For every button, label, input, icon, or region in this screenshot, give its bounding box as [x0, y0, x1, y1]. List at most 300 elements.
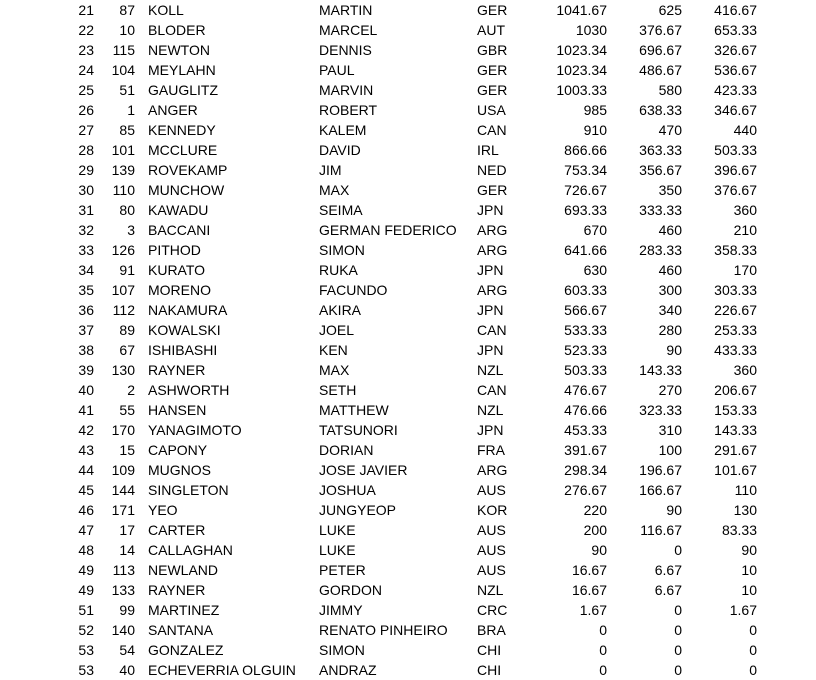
nation-cell: AUS	[477, 522, 506, 538]
bib-cell: 112	[112, 302, 135, 318]
table-row	[0, 660, 816, 680]
first-name-cell: JUNGYEOP	[319, 502, 397, 518]
table-row	[0, 280, 816, 300]
last-name-cell: MARTINEZ	[148, 602, 220, 618]
nation-cell: NZL	[477, 362, 504, 378]
rank-cell: 32	[78, 222, 94, 238]
bib-cell: 54	[119, 642, 135, 658]
last-name-cell: GONZALEZ	[148, 642, 224, 658]
run2-score-cell: 226.67	[714, 302, 757, 318]
bib-cell: 170	[111, 422, 135, 438]
table-row	[0, 140, 816, 160]
last-name-cell: KENNEDY	[148, 122, 216, 138]
first-name-cell: RENATO PINHEIRO	[319, 622, 448, 638]
table-row	[0, 220, 816, 240]
run1-score-cell: 6.67	[654, 582, 682, 598]
rank-cell: 36	[78, 302, 94, 318]
total-score-cell: 298.34	[564, 462, 607, 478]
total-score-cell: 753.34	[564, 162, 607, 178]
nation-cell: NED	[477, 162, 507, 178]
run2-score-cell: 170	[733, 262, 757, 278]
rank-cell: 45	[78, 482, 94, 498]
bib-cell: 15	[119, 442, 135, 458]
last-name-cell: MORENO	[148, 282, 211, 298]
last-name-cell: CARTER	[148, 522, 206, 538]
last-name-cell: NEWTON	[148, 42, 210, 58]
nation-cell: AUS	[477, 562, 506, 578]
table-row	[0, 80, 816, 100]
run2-score-cell: 90	[741, 542, 757, 558]
rank-cell: 52	[78, 622, 94, 638]
rank-cell: 25	[78, 82, 94, 98]
bib-cell: 80	[119, 202, 135, 218]
bib-cell: 139	[111, 162, 135, 178]
nation-cell: GER	[477, 82, 508, 98]
first-name-cell: RUKA	[319, 262, 358, 278]
run2-score-cell: 303.33	[714, 282, 757, 298]
nation-cell: GER	[477, 62, 508, 78]
run2-score-cell: 360	[733, 362, 757, 378]
run2-score-cell: 0	[749, 622, 757, 638]
nation-cell: BRA	[477, 622, 506, 638]
last-name-cell: KURATO	[148, 262, 206, 278]
table-row	[0, 120, 816, 140]
table-row	[0, 480, 816, 500]
total-score-cell: 693.33	[564, 202, 607, 218]
total-score-cell: 0	[599, 662, 607, 678]
total-score-cell: 1003.33	[556, 82, 607, 98]
rank-cell: 37	[78, 322, 94, 338]
last-name-cell: BLODER	[148, 22, 206, 38]
last-name-cell: KOWALSKI	[148, 322, 221, 338]
run1-score-cell: 166.67	[639, 482, 682, 498]
rank-cell: 38	[78, 342, 94, 358]
run2-score-cell: 416.67	[714, 2, 757, 18]
run2-score-cell: 396.67	[714, 162, 757, 178]
run2-score-cell: 433.33	[714, 342, 757, 358]
total-score-cell: 566.67	[564, 302, 607, 318]
total-score-cell: 866.66	[564, 142, 607, 158]
run2-score-cell: 210	[733, 222, 757, 238]
first-name-cell: ROBERT	[319, 102, 378, 118]
bib-cell: 14	[119, 542, 135, 558]
run1-score-cell: 143.33	[639, 362, 682, 378]
first-name-cell: PAUL	[319, 62, 355, 78]
run2-score-cell: 360	[733, 202, 757, 218]
last-name-cell: MEYLAHN	[148, 62, 216, 78]
first-name-cell: TATSUNORI	[319, 422, 398, 438]
first-name-cell: MATTHEW	[319, 402, 389, 418]
first-name-cell: GORDON	[319, 582, 382, 598]
total-score-cell: 603.33	[564, 282, 607, 298]
nation-cell: GBR	[477, 42, 508, 58]
first-name-cell: DAVID	[319, 142, 361, 158]
rank-cell: 40	[78, 382, 94, 398]
last-name-cell: PITHOD	[148, 242, 201, 258]
table-row	[0, 160, 816, 180]
first-name-cell: DENNIS	[319, 42, 372, 58]
run1-score-cell: 470	[658, 122, 682, 138]
first-name-cell: FACUNDO	[319, 282, 388, 298]
table-row	[0, 420, 816, 440]
last-name-cell: ROVEKAMP	[148, 162, 228, 178]
run2-score-cell: 326.67	[714, 42, 757, 58]
last-name-cell: NAKAMURA	[148, 302, 228, 318]
rank-cell: 47	[78, 522, 94, 538]
first-name-cell: KALEM	[319, 122, 367, 138]
run1-score-cell: 376.67	[639, 22, 682, 38]
first-name-cell: JOEL	[319, 322, 355, 338]
table-row	[0, 180, 816, 200]
first-name-cell: JIMMY	[319, 602, 363, 618]
run1-score-cell: 283.33	[639, 242, 682, 258]
last-name-cell: YANAGIMOTO	[148, 422, 242, 438]
nation-cell: AUT	[477, 22, 505, 38]
nation-cell: CAN	[477, 322, 507, 338]
total-score-cell: 641.66	[564, 242, 607, 258]
bib-cell: 10	[119, 22, 135, 38]
run1-score-cell: 638.33	[639, 102, 682, 118]
nation-cell: ARG	[477, 222, 508, 238]
bib-cell: 67	[119, 342, 135, 358]
bib-cell: 107	[111, 282, 135, 298]
nation-cell: ARG	[477, 462, 508, 478]
rank-cell: 42	[78, 422, 94, 438]
run1-score-cell: 350	[658, 182, 682, 198]
first-name-cell: JOSE JAVIER	[319, 462, 408, 478]
bib-cell: 89	[119, 322, 135, 338]
bib-cell: 91	[119, 262, 135, 278]
rank-cell: 24	[78, 62, 94, 78]
total-score-cell: 476.66	[564, 402, 607, 418]
first-name-cell: SEIMA	[319, 202, 363, 218]
nation-cell: IRL	[477, 142, 499, 158]
first-name-cell: MAX	[319, 182, 350, 198]
table-row	[0, 100, 816, 120]
run2-score-cell: 153.33	[714, 402, 757, 418]
run1-score-cell: 0	[674, 622, 682, 638]
table-row	[0, 260, 816, 280]
run2-score-cell: 101.67	[714, 462, 757, 478]
run2-score-cell: 440	[733, 122, 757, 138]
table-row	[0, 440, 816, 460]
rank-cell: 48	[78, 542, 94, 558]
run1-score-cell: 90	[666, 342, 682, 358]
nation-cell: JPN	[477, 302, 504, 318]
first-name-cell: GERMAN FEDERICO	[319, 222, 457, 238]
total-score-cell: 630	[583, 262, 607, 278]
total-score-cell: 200	[583, 522, 607, 538]
total-score-cell: 220	[583, 502, 607, 518]
bib-cell: 115	[112, 42, 135, 58]
total-score-cell: 533.33	[564, 322, 607, 338]
run1-score-cell: 486.67	[639, 62, 682, 78]
rank-cell: 44	[78, 462, 94, 478]
first-name-cell: MARCEL	[319, 22, 378, 38]
nation-cell: GER	[477, 2, 508, 18]
run1-score-cell: 310	[658, 422, 682, 438]
run1-score-cell: 0	[674, 542, 682, 558]
last-name-cell: ISHIBASHI	[148, 342, 218, 358]
table-row	[0, 400, 816, 420]
total-score-cell: 16.67	[571, 562, 607, 578]
bib-cell: 109	[111, 462, 135, 478]
nation-cell: CAN	[477, 122, 507, 138]
run1-score-cell: 0	[674, 602, 682, 618]
run1-score-cell: 625	[658, 2, 682, 18]
table-row	[0, 40, 816, 60]
table-row	[0, 600, 816, 620]
nation-cell: KOR	[477, 502, 508, 518]
run2-score-cell: 110	[734, 482, 757, 498]
nation-cell: CHI	[477, 662, 502, 678]
bib-cell: 144	[111, 482, 135, 498]
run1-score-cell: 270	[658, 382, 682, 398]
table-row	[0, 580, 816, 600]
total-score-cell: 523.33	[564, 342, 607, 358]
run2-score-cell: 143.33	[714, 422, 757, 438]
first-name-cell: DORIAN	[319, 442, 374, 458]
first-name-cell: JIM	[319, 162, 342, 178]
nation-cell: NZL	[477, 402, 504, 418]
table-row	[0, 240, 816, 260]
bib-cell: 104	[111, 62, 135, 78]
run2-score-cell: 1.67	[729, 602, 757, 618]
last-name-cell: GAUGLITZ	[148, 82, 219, 98]
rank-cell: 34	[78, 262, 94, 278]
last-name-cell: KOLL	[148, 2, 184, 18]
last-name-cell: ASHWORTH	[148, 382, 230, 398]
rank-cell: 35	[78, 282, 94, 298]
rank-cell: 33	[78, 242, 94, 258]
run1-score-cell: 0	[674, 662, 682, 678]
bib-cell: 113	[112, 562, 135, 578]
total-score-cell: 670	[583, 222, 607, 238]
run1-score-cell: 116.67	[640, 522, 682, 538]
total-score-cell: 910	[583, 122, 607, 138]
bib-cell: 85	[119, 122, 135, 138]
first-name-cell: MARVIN	[319, 82, 374, 98]
table-row	[0, 20, 816, 40]
rank-cell: 49	[78, 582, 94, 598]
last-name-cell: ANGER	[148, 102, 198, 118]
first-name-cell: ANDRAZ	[319, 662, 377, 678]
run1-score-cell: 340	[658, 302, 682, 318]
bib-cell: 2	[127, 382, 135, 398]
last-name-cell: BACCANI	[148, 222, 211, 238]
run1-score-cell: 580	[658, 82, 682, 98]
bib-cell: 3	[127, 222, 135, 238]
run1-score-cell: 300	[658, 282, 682, 298]
rank-cell: 23	[78, 42, 94, 58]
first-name-cell: SIMON	[319, 642, 365, 658]
first-name-cell: SIMON	[319, 242, 365, 258]
last-name-cell: CALLAGHAN	[148, 542, 233, 558]
total-score-cell: 0	[599, 622, 607, 638]
rank-cell: 28	[78, 142, 94, 158]
rank-cell: 46	[78, 502, 94, 518]
table-row	[0, 200, 816, 220]
run2-score-cell: 291.67	[714, 442, 757, 458]
run2-score-cell: 83.33	[721, 522, 757, 538]
first-name-cell: LUKE	[319, 542, 356, 558]
bib-cell: 99	[119, 602, 135, 618]
bib-cell: 171	[111, 502, 135, 518]
total-score-cell: 476.67	[564, 382, 607, 398]
rank-cell: 39	[78, 362, 94, 378]
total-score-cell: 276.67	[564, 482, 607, 498]
rank-cell: 26	[78, 102, 94, 118]
bib-cell: 110	[112, 182, 135, 198]
total-score-cell: 1023.34	[556, 42, 607, 58]
last-name-cell: RAYNER	[148, 582, 206, 598]
run2-score-cell: 653.33	[714, 22, 757, 38]
run1-score-cell: 323.33	[639, 402, 682, 418]
table-row	[0, 0, 816, 20]
rank-cell: 53	[78, 642, 94, 658]
bib-cell: 51	[119, 82, 135, 98]
run2-score-cell: 503.33	[714, 142, 757, 158]
table-row	[0, 540, 816, 560]
table-row	[0, 380, 816, 400]
total-score-cell: 391.67	[564, 442, 607, 458]
run2-score-cell: 10	[741, 562, 757, 578]
run2-score-cell: 423.33	[714, 82, 757, 98]
run1-score-cell: 460	[658, 262, 682, 278]
run2-score-cell: 358.33	[714, 242, 757, 258]
run1-score-cell: 0	[674, 642, 682, 658]
nation-cell: CHI	[477, 642, 502, 658]
table-row	[0, 340, 816, 360]
nation-cell: ARG	[477, 242, 508, 258]
nation-cell: USA	[477, 102, 506, 118]
bib-cell: 87	[119, 2, 135, 18]
first-name-cell: AKIRA	[319, 302, 362, 318]
nation-cell: JPN	[477, 262, 504, 278]
rank-cell: 53	[78, 662, 94, 678]
nation-cell: CAN	[477, 382, 507, 398]
rank-cell: 22	[78, 22, 94, 38]
nation-cell: AUS	[477, 482, 506, 498]
total-score-cell: 1023.34	[556, 62, 607, 78]
run1-score-cell: 280	[658, 322, 682, 338]
last-name-cell: YEO	[148, 502, 178, 518]
table-row	[0, 60, 816, 80]
table-row	[0, 320, 816, 340]
nation-cell: JPN	[477, 422, 504, 438]
rank-cell: 43	[78, 442, 94, 458]
first-name-cell: JOSHUA	[319, 482, 376, 498]
last-name-cell: CAPONY	[148, 442, 208, 458]
run1-score-cell: 363.33	[639, 142, 682, 158]
run1-score-cell: 356.67	[639, 162, 682, 178]
nation-cell: GER	[477, 182, 508, 198]
table-row	[0, 620, 816, 640]
total-score-cell: 0	[599, 642, 607, 658]
run1-score-cell: 696.67	[639, 42, 682, 58]
total-score-cell: 16.67	[571, 582, 607, 598]
total-score-cell: 1041.67	[556, 2, 607, 18]
run2-score-cell: 253.33	[714, 322, 757, 338]
nation-cell: CRC	[477, 602, 508, 618]
table-row	[0, 500, 816, 520]
bib-cell: 126	[111, 242, 135, 258]
bib-cell: 133	[111, 582, 135, 598]
rank-cell: 21	[78, 2, 94, 18]
nation-cell: JPN	[477, 342, 504, 358]
last-name-cell: HANSEN	[148, 402, 207, 418]
table-row	[0, 460, 816, 480]
total-score-cell: 726.67	[564, 182, 607, 198]
table-row	[0, 300, 816, 320]
rank-cell: 49	[78, 562, 94, 578]
last-name-cell: NEWLAND	[148, 562, 219, 578]
first-name-cell: KEN	[319, 342, 348, 358]
first-name-cell: MARTIN	[319, 2, 373, 18]
run2-score-cell: 0	[749, 642, 757, 658]
bib-cell: 140	[111, 622, 135, 638]
run2-score-cell: 206.67	[714, 382, 757, 398]
run2-score-cell: 346.67	[714, 102, 757, 118]
last-name-cell: MCCLURE	[148, 142, 218, 158]
last-name-cell: MUGNOS	[148, 462, 211, 478]
run1-score-cell: 100	[658, 442, 682, 458]
first-name-cell: LUKE	[319, 522, 356, 538]
first-name-cell: PETER	[319, 562, 366, 578]
rank-cell: 31	[78, 202, 94, 218]
bib-cell: 40	[119, 662, 135, 678]
nation-cell: JPN	[477, 202, 504, 218]
run2-score-cell: 536.67	[714, 62, 757, 78]
bib-cell: 1	[127, 102, 135, 118]
last-name-cell: ECHEVERRIA OLGUIN	[148, 662, 296, 678]
total-score-cell: 90	[591, 542, 607, 558]
last-name-cell: KAWADU	[148, 202, 209, 218]
rank-cell: 27	[78, 122, 94, 138]
total-score-cell: 985	[583, 102, 607, 118]
nation-cell: FRA	[477, 442, 505, 458]
total-score-cell: 453.33	[564, 422, 607, 438]
run1-score-cell: 90	[666, 502, 682, 518]
nation-cell: NZL	[477, 582, 504, 598]
last-name-cell: MUNCHOW	[148, 182, 225, 198]
last-name-cell: SINGLETON	[148, 482, 229, 498]
rank-cell: 41	[78, 402, 94, 418]
total-score-cell: 1.67	[579, 602, 607, 618]
run1-score-cell: 196.67	[639, 462, 682, 478]
last-name-cell: SANTANA	[148, 622, 214, 638]
run1-score-cell: 460	[658, 222, 682, 238]
table-row	[0, 520, 816, 540]
bib-cell: 55	[119, 402, 135, 418]
run2-score-cell: 376.67	[714, 182, 757, 198]
rank-cell: 51	[78, 602, 94, 618]
bib-cell: 101	[111, 142, 135, 158]
run2-score-cell: 130	[733, 502, 757, 518]
nation-cell: AUS	[477, 542, 506, 558]
run2-score-cell: 10	[741, 582, 757, 598]
last-name-cell: RAYNER	[148, 362, 206, 378]
table-row	[0, 640, 816, 660]
first-name-cell: SETH	[319, 382, 357, 398]
total-score-cell: 1030	[575, 22, 607, 38]
table-row	[0, 360, 816, 380]
run1-score-cell: 333.33	[639, 202, 682, 218]
bib-cell: 130	[111, 362, 135, 378]
first-name-cell: MAX	[319, 362, 350, 378]
bib-cell: 17	[119, 522, 135, 538]
nation-cell: ARG	[477, 282, 508, 298]
